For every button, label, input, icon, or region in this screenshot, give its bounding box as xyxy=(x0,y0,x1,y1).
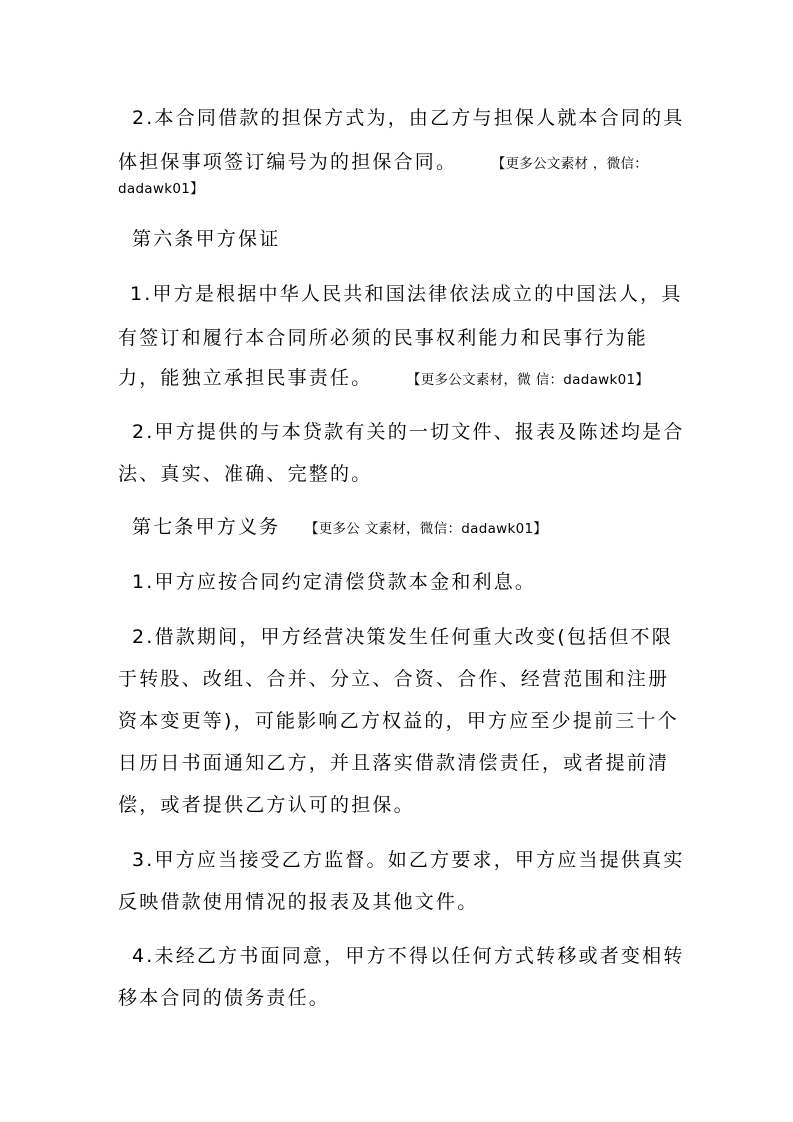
article-6-item-1-line-2: 有签订和履行本合同所必须的民事权利能力和民事行为能 xyxy=(118,327,649,349)
article-7-item-2-line-1: 2.借款期间，甲方经营决策发生任何重大改变(包括但不限 xyxy=(132,626,673,648)
clause-5-item-2-line-3: dadawk01】 xyxy=(118,181,204,197)
article-7-item-3-line-2: 反映借款使用情况的报表及其他文件。 xyxy=(118,891,479,913)
clause-5-item-2-line-2-text: 体担保事项签订编号为的担保合同。 xyxy=(118,151,458,173)
article-6-item-1-line-1: 1.甲方是根据中华人民共和国法律依法成立的中国法人，具 xyxy=(130,283,683,305)
article-7-heading-note: 【更多公 文素材，微信：dadawk01】 xyxy=(304,521,548,537)
article-7-item-2-line-4: 日历日书面通知乙方，并且落实借款清偿责任，或者提前清 xyxy=(118,752,670,774)
article-7-item-4-line-1: 4.未经乙方书面同意，甲方不得以任何方式转移或者变相转 xyxy=(132,945,685,967)
article-6-item-2-line-1: 2.甲方提供的与本贷款有关的一切文件、报表及陈述均是合 xyxy=(132,421,685,443)
article-6-heading: 第六条甲方保证 xyxy=(132,228,281,250)
article-7-heading-text: 第七条甲方义务 xyxy=(132,516,281,538)
article-6-item-2-line-2: 法、真实、准确、完整的。 xyxy=(118,463,373,485)
clause-5-item-2-note: 【更多公文素材 ，微信： xyxy=(491,156,649,172)
article-6-item-1-note: 【更多公文素材，微 信：dadawk01】 xyxy=(406,372,650,388)
article-6-item-1-line-3 xyxy=(118,358,649,400)
article-7-item-3-line-1: 3.甲方应当接受乙方监督。如乙方要求，甲方应当提供真实 xyxy=(132,849,685,871)
article-6-item-1-line-3-text: 力，能独立承担民事责任。 xyxy=(118,367,373,389)
clause-5-item-2-line-1: 2.本合同借款的担保方式为，由乙方与担保人就本合同的具 xyxy=(132,107,685,129)
article-7-heading xyxy=(132,507,547,549)
article-7-item-4-line-2: 移本合同的债务责任。 xyxy=(118,987,331,1009)
article-7-item-2-line-3: 资本变更等)，可能影响乙方权益的，甲方应至少提前三十个 xyxy=(118,710,679,732)
article-7-item-1-line-1: 1.甲方应按合同约定清偿贷款本金和利息。 xyxy=(132,571,537,593)
article-7-item-2-line-2: 于转股、改组、合并、分立、合资、合作、经营范围和注册 xyxy=(118,668,670,690)
article-7-item-2-line-5: 偿，或者提供乙方认可的担保。 xyxy=(118,794,415,816)
